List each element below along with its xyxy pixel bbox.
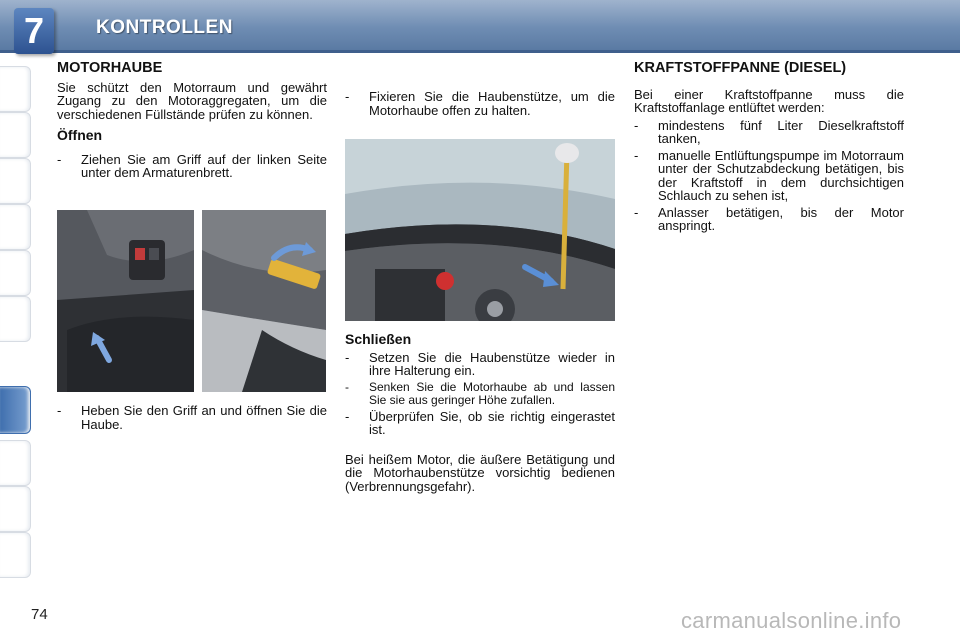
list-item <box>634 206 904 233</box>
page-number: 74 <box>31 606 48 623</box>
bullet-dash: - <box>634 117 639 133</box>
right-column <box>634 62 904 233</box>
list-item-text: Senken Sie die Motorhaube ab und lassen Sie sie aus geringer Höhe zufallen. <box>369 379 615 407</box>
list-item-text: Überprüfen Sie, ob sie richtig eingerastet ist. <box>369 408 615 437</box>
photo-hood-latch-handle <box>202 210 326 392</box>
chapter-tab[interactable] <box>0 532 31 578</box>
chapter-tab[interactable] <box>0 66 31 112</box>
bullet-dash: - <box>57 151 62 167</box>
list-item <box>345 381 615 407</box>
list-item <box>345 351 615 378</box>
chapter-title: KONTROLLEN <box>96 17 233 38</box>
chapter-badge <box>14 8 54 54</box>
intro-text: Sie schützt den Motorraum und gewährt Zugang zu den Motoraggregaten, um die verschiedenen Füllstände prüfen zu können. <box>57 79 327 122</box>
list-item-text: manuelle Entlüftungspumpe im Motorraum unter der Schutzabdeckung betätigen, bis der Kraftstoff in dem durchsichtigen Schlauch zu sehen ist, <box>658 147 904 203</box>
chapter-tab[interactable] <box>0 158 31 204</box>
bullet-dash: - <box>57 403 62 418</box>
left-column-lower <box>57 404 327 431</box>
watermark: carmanualsonline.info <box>681 608 902 633</box>
list-item <box>345 90 615 117</box>
list-item-text: Ziehen Sie am Griff auf der linken Seite unter dem Armaturenbrett. <box>81 151 327 180</box>
warning-note: Bei heißem Motor, die äußere Betätigung und die Motorhaubenstütze vorsichtig bedienen (Verbrennungsgefahr). <box>345 451 615 494</box>
chapter-tab[interactable] <box>0 296 31 342</box>
chapter-tab-active[interactable] <box>0 386 31 434</box>
left-column <box>57 62 327 180</box>
subheading-schliessen: Schließen <box>345 331 412 347</box>
chapter-number: 7 <box>23 10 45 51</box>
bullet-dash: - <box>634 147 639 163</box>
section-heading-kraftstoffpanne: KRAFTSTOFFPANNE (DIESEL) <box>634 60 847 76</box>
chapter-tab[interactable] <box>0 204 31 250</box>
list-item-text: Fixieren Sie die Haubenstütze, um die Motorhaube offen zu halten. <box>369 89 615 118</box>
list-item <box>57 404 327 431</box>
bullet-dash: - <box>345 408 350 424</box>
intro-text: Bei einer Kraftstoffpanne muss die Kraftstoffanlage entlüftet werden: <box>634 86 904 115</box>
chapter-tab[interactable] <box>0 486 31 532</box>
list-item-text: mindestens fünf Liter Dieselkraftstoff tanken, <box>658 117 904 146</box>
bullet-dash: - <box>634 204 639 220</box>
list-item-text: Heben Sie den Griff an und öffnen Sie die Haube. <box>81 403 327 432</box>
subheading-oeffnen: Öffnen <box>57 127 103 143</box>
chapter-tab[interactable] <box>0 112 31 158</box>
list-item-text: Setzen Sie die Haubenstütze wieder in ihre Halterung ein. <box>369 349 615 378</box>
photo-interior-release-lever <box>57 210 194 392</box>
list-item <box>57 153 327 180</box>
middle-column-top <box>345 90 615 117</box>
list-item <box>634 119 904 146</box>
section-heading-motorhaube: MOTORHAUBE <box>57 60 163 76</box>
bullet-dash: - <box>345 379 349 394</box>
list-item <box>345 410 615 437</box>
header-divider <box>0 50 960 53</box>
chapter-tab[interactable] <box>0 440 31 486</box>
bullet-dash: - <box>345 89 350 104</box>
photo-engine-bay-hood-stay <box>345 139 615 321</box>
list-item-text: Anlasser betätigen, bis der Motor anspringt. <box>658 204 904 233</box>
middle-column-lower <box>345 333 615 493</box>
chapter-tab[interactable] <box>0 250 31 296</box>
list-item <box>634 149 904 203</box>
bullet-dash: - <box>345 349 350 365</box>
